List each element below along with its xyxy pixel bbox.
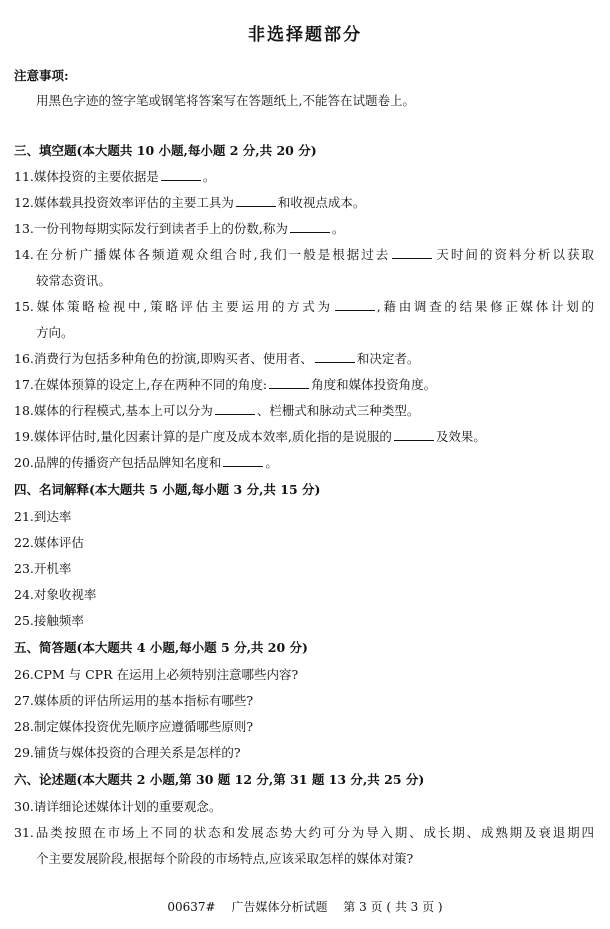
question-15: 15.媒体策略检视中,策略评估主要运用的方式为 ,藉由调查的结果修正媒体计划的 [14, 299, 594, 314]
answer-blank [236, 195, 276, 207]
question-14: 14.在分析广播媒体各频道观众组合时,我们一般是根据过去 天时间的资料分析以获取 [14, 247, 594, 262]
section-6-heading: 六、论述题(本大题共 2 小题,第 30 题 12 分,第 31 题 13 分,共 25 分) [14, 772, 425, 787]
page-footer [0, 898, 610, 915]
footer-page: 第 3 页 ( 共 3 页 ) [343, 900, 443, 914]
question-27: 27.媒体质的评估所运用的基本指标有哪些? [14, 693, 254, 708]
answer-blank [223, 455, 263, 467]
question-22: 22.媒体评估 [14, 535, 84, 550]
question-11: 11.媒体投资的主要依据是 。 [14, 169, 216, 184]
page-title: 非选择题部分 [248, 25, 362, 45]
question-20: 20.品牌的传播资产包括品牌知名度和 。 [14, 455, 278, 470]
question-31-cont: 个主要发展阶段,根据每个阶段的市场特点,应该采取怎样的媒体对策? [36, 851, 414, 866]
question-15-cont: 方向。 [36, 325, 74, 340]
question-29: 29.铺货与媒体投资的合理关系是怎样的? [14, 745, 241, 760]
question-26: 26.CPM 与 CPR 在运用上必须特别注意哪些内容? [14, 667, 299, 682]
question-12: 12.媒体载具投资效率评估的主要工具为 和收视点成本。 [14, 195, 366, 210]
question-17: 17.在媒体预算的设定上,存在两种不同的角度: 角度和媒体投资角度。 [14, 377, 437, 392]
footer-code: 00637# [167, 900, 216, 914]
answer-blank [161, 169, 201, 181]
answer-blank [290, 221, 330, 233]
notice-heading: 注意事项: [14, 68, 69, 83]
section-5-heading: 五、简答题(本大题共 4 小题,每小题 5 分,共 20 分) [14, 640, 308, 655]
question-14-cont: 较常态资讯。 [36, 273, 112, 288]
question-23: 23.开机率 [14, 561, 72, 576]
question-24: 24.对象收视率 [14, 587, 97, 602]
question-19: 19.媒体评估时,量化因素计算的是广度及成本效率,质化指的是说服的 及效果。 [14, 429, 486, 444]
question-13: 13.一份刊物每期实际发行到读者手上的份数,称为 。 [14, 221, 345, 236]
answer-blank [269, 377, 309, 389]
question-16: 16.消费行为包括多种角色的扮演,即购买者、使用者、 和决定者。 [14, 351, 420, 366]
answer-blank [315, 351, 355, 363]
question-28: 28.制定媒体投资优先顺序应遵循哪些原则? [14, 719, 254, 734]
answer-blank [394, 429, 434, 441]
question-31: 31.品类按照在市场上不同的状态和发展态势大约可分为导入期、成长期、成熟期及衰退期四 [14, 825, 594, 840]
section-3-heading: 三、填空题(本大题共 10 小题,每小题 2 分,共 20 分) [14, 143, 317, 158]
answer-blank [215, 403, 255, 415]
question-25: 25.接触频率 [14, 613, 84, 628]
answer-blank [335, 299, 375, 311]
answer-blank [392, 247, 432, 259]
question-30: 30.请详细论述媒体计划的重要观念。 [14, 799, 222, 814]
question-18: 18.媒体的行程模式,基本上可以分为 、栏栅式和脉动式三种类型。 [14, 403, 420, 418]
question-21: 21.到达率 [14, 509, 72, 524]
notice-text: 用黑色字迹的签字笔或钢笔将答案写在答题纸上,不能答在试题卷上。 [36, 93, 415, 108]
footer-subject: 广告媒体分析试题 [231, 900, 328, 914]
section-4-heading: 四、名词解释(本大题共 5 小题,每小题 3 分,共 15 分) [14, 482, 321, 497]
